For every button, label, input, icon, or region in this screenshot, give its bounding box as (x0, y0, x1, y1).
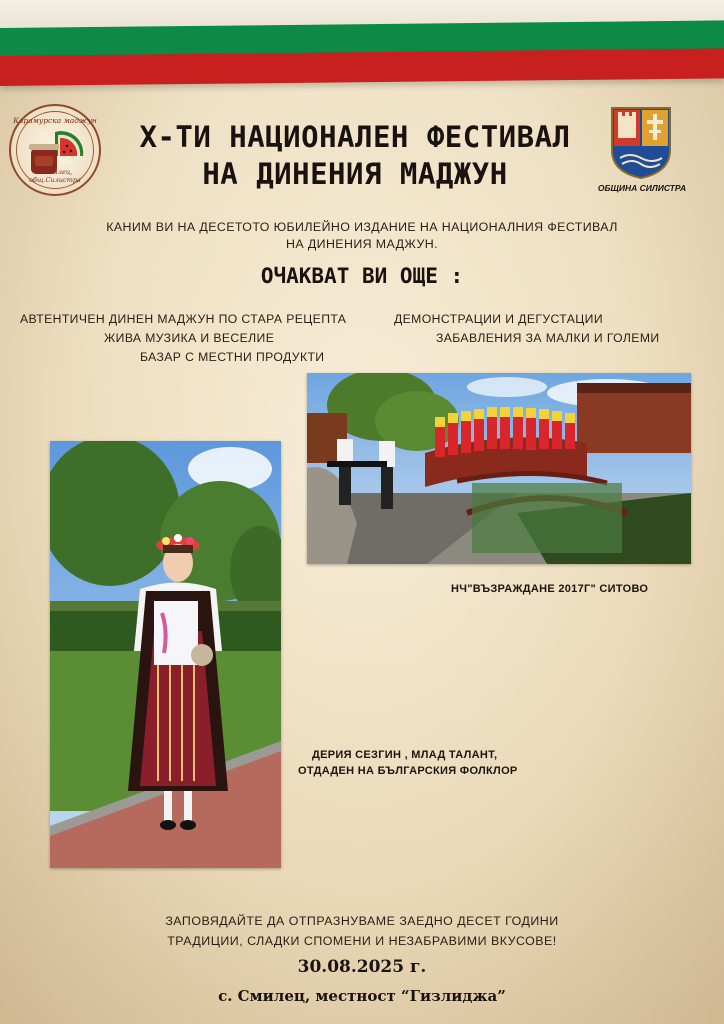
choir-photo (307, 373, 691, 564)
flag-stripe-red (0, 48, 724, 86)
festival-logo (9, 104, 101, 196)
performer-caption-line-1: ДЕРИЯ СЕЗГИН , МЛАД ТАЛАНТ, (312, 749, 498, 761)
footer-line-1: ЗАПОВЯДАЙТЕ ДА ОТПРАЗНУВАМЕ ЗАЕДНО ДЕСЕТ ГОДИНИ (165, 914, 559, 928)
intro-line-1: КАНИМ ВИ НА ДЕСЕТОТО ЮБИЛЕЙНО ИЗДАНИЕ НА НАЦИОНАЛНИЯ ФЕСТИВАЛ (106, 220, 618, 234)
feature-item: АВТЕНТИЧЕН ДИНЕН МАДЖУН ПО СТАРА РЕЦЕПТА (20, 312, 347, 326)
event-place: с. Смилец, местност “Гизлиджа” (218, 987, 506, 1005)
event-date: 30.08.2025 г. (297, 957, 427, 977)
feature-item: БАЗАР С МЕСТНИ ПРОДУКТИ (140, 350, 325, 364)
logo-top-text: Карамурска маджун (13, 116, 97, 125)
performer-photo (50, 441, 281, 868)
section-heading: ОЧАКВАТ ВИ ОЩЕ : (260, 264, 464, 288)
logo-bottom-text: с.Смилец, общ.Силистра (29, 168, 81, 184)
feature-item: ЗАБАВЛЕНИЯ ЗА МАЛКИ И ГОЛЕМИ (436, 331, 660, 345)
choir-photo-caption: НЧ"ВЪЗРАЖДАНЕ 2017Г" СИТОВО (451, 583, 649, 595)
page-title-line-2: НА ДИНЕНИЯ МАДЖУН (202, 157, 508, 191)
feature-item: ЖИВА МУЗИКА И ВЕСЕЛИЕ (104, 331, 275, 345)
footer-line-2: ТРАДИЦИИ, СЛАДКИ СПОМЕНИ И НЕЗАБРАВИМИ ВКУСОВЕ! (167, 934, 557, 948)
crest-caption: ОБЩИНА СИЛИСТРА (597, 183, 687, 193)
feature-item: ДЕМОНСТРАЦИИ И ДЕГУСТАЦИИ (394, 312, 603, 326)
page-title-line-1: Х-ТИ НАЦИОНАЛЕН ФЕСТИВАЛ (139, 120, 571, 154)
municipality-crest-icon (610, 106, 672, 180)
performer-caption-line-2: ОТДАДЕН НА БЪЛГАРСКИЯ ФОЛКЛОР (298, 765, 518, 777)
intro-line-2: НА ДИНЕНИЯ МАДЖУН. (286, 237, 438, 251)
